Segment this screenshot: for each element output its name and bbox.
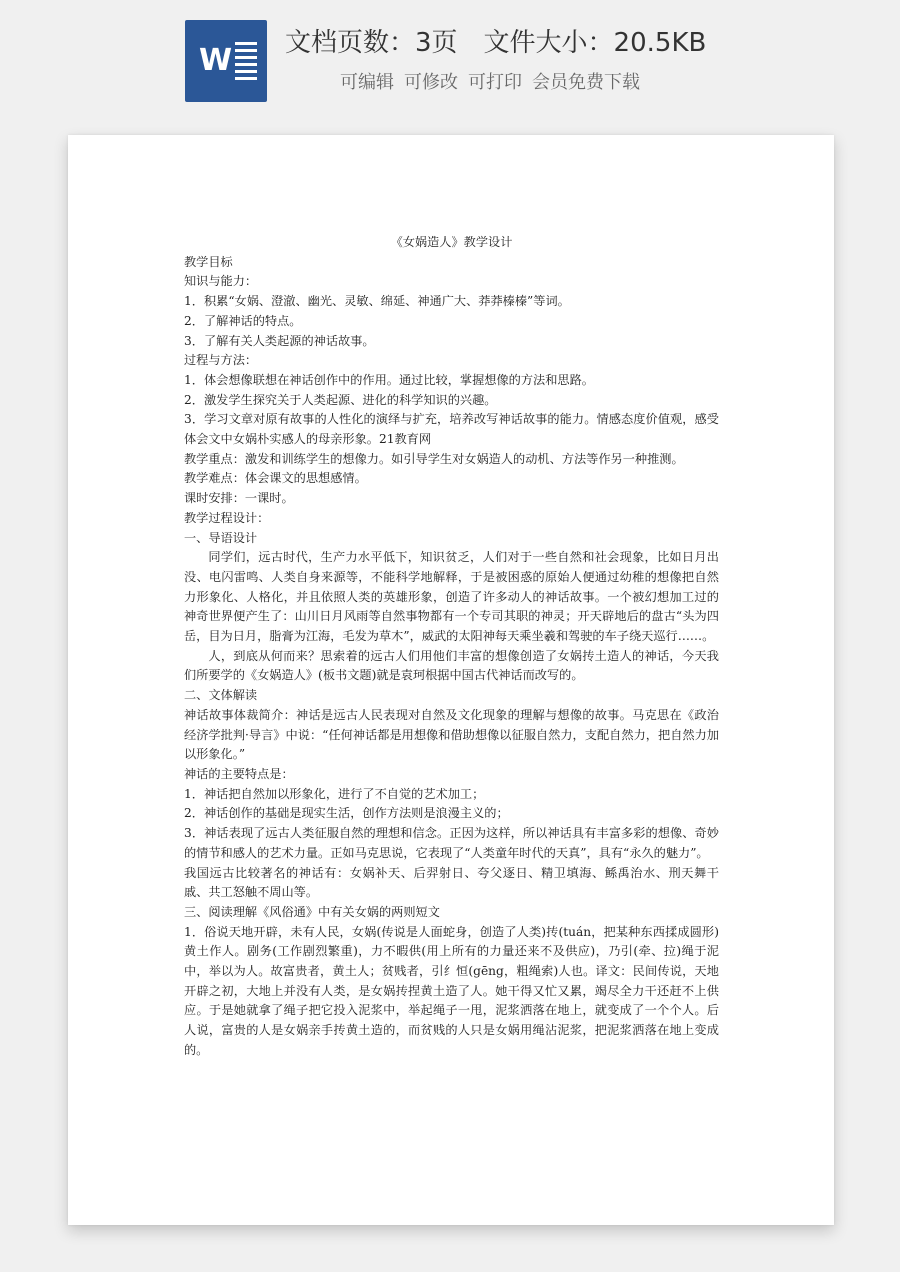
document-paragraph: 三、阅读理解《风俗通》中有关女娲的两则短文 [184,904,440,919]
document-paragraph: 2．神话创作的基础是现实生活，创作方法则是浪漫主义的； [184,806,509,821]
document-paragraph: 神话故事体裁简介：神话是远古人民表现对自然及文化现象的理解与想像的故事。马克思在《政治经济学批判·导言》中说：“任何神话都是用想像和借助想像以征服自然力，支配自然力，把自然力加以形象化。” [184,707,719,762]
document-title: 《女娲造人》教学设计 [390,235,513,249]
document-page [68,135,834,1225]
document-paragraph: 3．神话表现了远古人类征服自然的理想和信念。正因为这样，所以神话具有丰富多彩的想像、奇妙的情节和感人的艺术力量。正如马克思说，它表现了“人类童年时代的天真”，具有“永久的魅力”。 [184,826,719,860]
word-document-icon [185,20,267,102]
document-paragraph: 二、文体解读 [184,688,258,703]
document-paragraph: 教学难点：体会课文的思想感情。 [184,471,367,486]
document-paragraph: 过程与方法： [184,353,258,368]
document-paragraph: 1．体会想像联想在神话创作中的作用。通过比较，掌握想像的方法和思路。 [184,372,594,387]
feature-list [340,68,840,94]
feature-printable: 可打印 [468,72,522,93]
document-body [184,233,719,1061]
document-paragraph: 课时安排：一课时。 [184,491,294,506]
document-paragraph: 3．学习文章对原有故事的人性化的演绎与扩充，培养改写神话故事的能力。情感态度价值观，感受体会文中女娲朴实感人的母亲形象。21教育网 [184,412,719,447]
document-paragraph: 教学过程设计： [184,510,270,525]
document-paragraph: 知识与能力： [184,274,258,289]
document-paragraph: 教学目标 [184,254,233,269]
feature-editable: 可编辑 [340,72,394,93]
page-count: 文档页数：3页 [285,28,458,58]
document-paragraph: 人，到底从何而来？思索着的远古人们用他们丰富的想像创造了女娲抟土造人的神话，今天我们所要学的《女娲造人》(板书文题)就是袁珂根据中国古代神话而改写的。 [184,648,719,683]
document-paragraph: 2．激发学生探究关于人类起源、进化的科学知识的兴趣。 [184,392,497,407]
document-paragraph: 3．了解有关人类起源的神话故事。 [184,333,375,348]
document-stats [285,22,885,59]
document-paragraph: 1．神话把自然加以形象化，进行了不自觉的艺术加工； [184,786,485,801]
word-icon-lines [235,42,257,84]
feature-modifiable: 可修改 [404,72,458,93]
document-paragraph: 一、导语设计 [184,530,258,545]
word-icon-letter: W [199,43,233,78]
document-paragraph: 1．俗说天地开辟，未有人民，女娲(传说是人面蛇身，创造了人类)抟(tuán，把某种东西揉成圆形)黄土作人。剧务(工作剧烈繁重)，力不暇供(用上所有的力量还来不及供应)，乃引(牵、拉)绳于泥中，举以为人。故富贵者，黄土人；贫贱者，引纟恒(gēng，粗绳索)人也。译文：民间传说，天地开辟之初，大地上并没有人类，是女娲抟捏黄土造了人。她干得又忙又累，竭尽全力干还赶不上供应。于是她就拿了绳子把它投入泥浆中，举起绳子一甩，泥浆洒落在地上，就变成了一个个人。后人说，富贵的人是女娲亲手抟黄土造的，而贫贱的人只是女娲用绳沾泥浆，把泥浆洒落在地上变成的。 [184,924,719,1057]
document-paragraph: 2．了解神话的特点。 [184,313,302,328]
document-paragraph: 同学们，远古时代，生产力水平低下，知识贫乏，人们对于一些自然和社会现象，比如日月出没、电闪雷鸣、人类自身来源等，不能科学地解释，于是被困惑的原始人便通过幼稚的想像把自然力形象化、人格化，并且依照人类的英雄形象，创造了许多动人的神话故事。一个被幻想加工过的神奇世界便产生了：山川日月风雨等自然事物都有一个专司其职的神灵；开天辟地后的盘古“头为四岳，目为日月，脂膏为江海，毛发为草木”，威武的太阳神每天乘坐羲和驾驶的车子绕天巡行……。 [184,550,719,644]
document-paragraph: 教学重点：激发和训练学生的想像力。如引导学生对女娲造人的动机、方法等作另一种推测。 [184,451,684,466]
document-info-header [0,0,900,125]
document-paragraph: 我国远古比较著名的神话有：女娲补天、后羿射日、夸父逐日、精卫填海、鲧禹治水、刑天舞干戚、共工怒触不周山等。 [184,865,719,900]
file-size: 文件大小：20.5KB [483,28,707,58]
document-paragraph: 1．积累“女娲、澄澈、幽光、灵敏、绵延、神通广大、莽莽榛榛”等词。 [184,294,570,309]
feature-member-download: 会员免费下载 [532,72,640,93]
document-paragraph: 神话的主要特点是： [184,766,294,781]
